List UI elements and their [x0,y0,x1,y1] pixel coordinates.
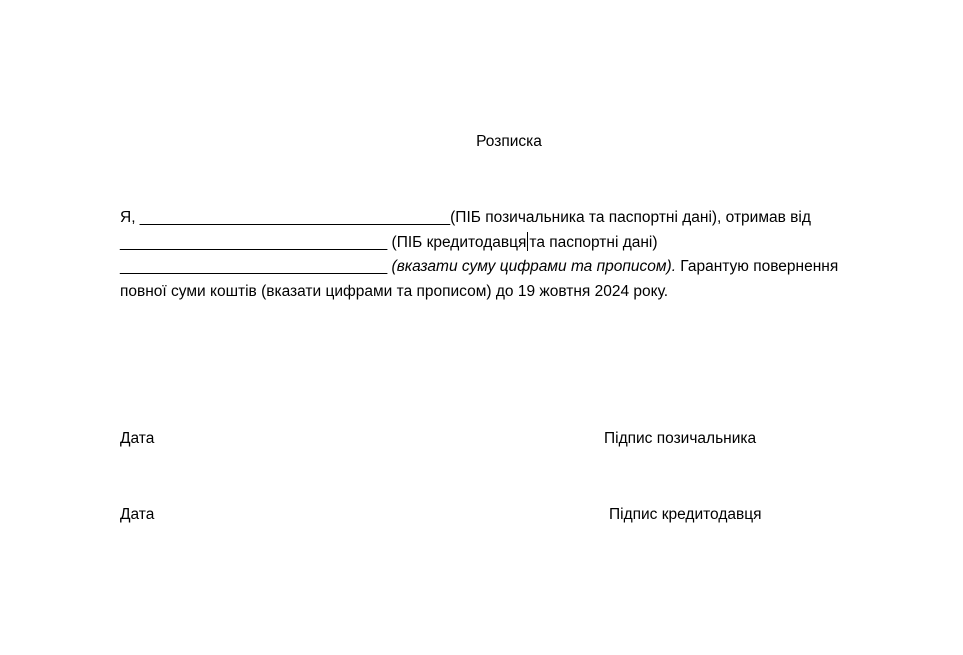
date-label-lender: Дата [120,506,155,523]
date-label-borrower: Дата [120,430,155,447]
paragraph-line-3 [120,255,900,280]
paragraph-line-3-italic: (вказати суму цифрами та прописом). [391,258,676,276]
document-title: Розписка [476,133,542,150]
paragraph-line-3-rest: Гарантую повернення [676,258,839,276]
lender-signature-label: Підпис кредитодавця [609,506,762,523]
paragraph-line-1: Я, ____________________________________(ПІБ позичальника та паспортні дані), отримав від [120,209,811,226]
paragraph-line-2-start: _______________________________ (ПІБ кредитодавця [120,233,527,251]
paragraph-line-3-blank: _______________________________ [120,258,392,276]
receipt-paragraph [120,206,900,305]
borrower-signature-label: Підпис позичальника [604,430,757,447]
paragraph-line-2-end: та паспортні дані) [529,233,658,251]
paragraph-line-4: повної суми коштів (вказати цифрами та прописом) до 19 жовтня 2024 року. [120,283,669,301]
paragraph-line-2 [120,231,900,256]
